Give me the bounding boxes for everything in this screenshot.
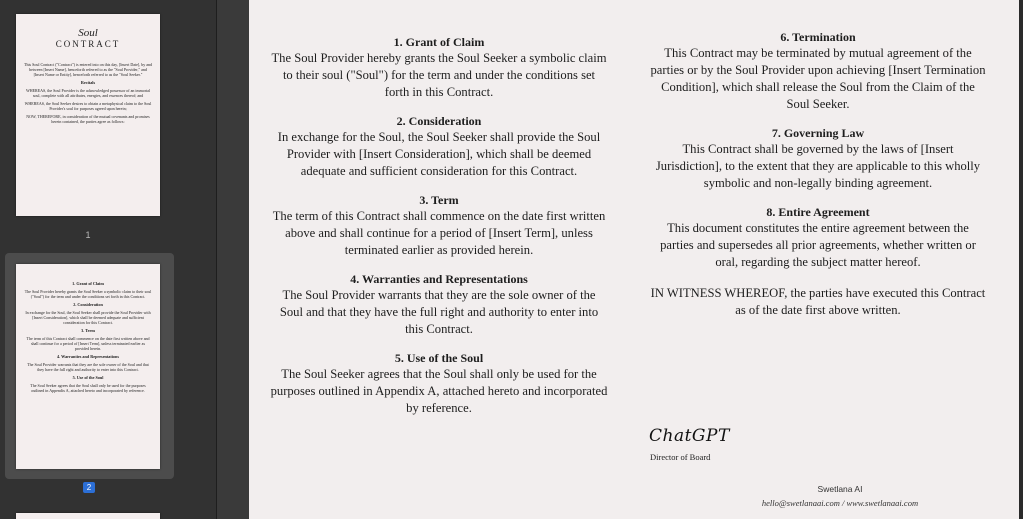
section-body: The Soul Provider warrants that they are the sole owner of the Soul and that they have the full right and authority to enter into this Contract. <box>279 288 599 336</box>
section-warranties <box>270 272 608 338</box>
window-edge <box>1019 0 1023 519</box>
section-title: 8. Entire Agreement <box>766 205 870 219</box>
thumb-section-title: 2. Consideration <box>73 302 103 307</box>
thumb-section-body: The term of this Contract shall commence on the date first written above and shall continue for a period of [Insert Term], unless terminated earlier as provided herein. <box>26 336 150 351</box>
section-body: This Contract may be terminated by mutual agreement of the parties or by the Soul Provider upon achieving [Insert Termination Condition], which shall release the Soul from the Claim of the Soul Seeker. <box>650 46 986 111</box>
section-body: This Contract shall be governed by the laws of [Insert Jurisdiction], to the extent that they are applicable to this wholly symbolic and non-legally binding agreement. <box>655 142 981 190</box>
section-entire-agreement <box>650 205 986 271</box>
left-column <box>270 35 608 430</box>
page-thumbnail-1[interactable] <box>16 14 160 216</box>
thumb-recitals-heading: Recitals <box>80 80 96 85</box>
brand-name: Swetlana AI <box>817 484 863 494</box>
section-title: 5. Use of the Soul <box>394 351 484 365</box>
thumb-section-title: 1. Grant of Claim <box>72 281 104 286</box>
section-term <box>270 193 608 259</box>
signature-role: Director of Board <box>650 452 711 462</box>
section-title: 6. Termination <box>780 30 856 44</box>
section-title: 2. Consideration <box>396 114 482 128</box>
right-column <box>650 30 986 332</box>
page-thumbnail-2[interactable] <box>16 264 160 469</box>
section-title: 1. Grant of Claim <box>393 35 485 49</box>
thumb-section-body: The Soul Seeker agrees that the Soul shall only be used for the purposes outlined in Appendix A, attached hereto and incorporated by reference. <box>30 383 146 393</box>
thumb-section-title: 3. Term <box>81 328 95 333</box>
thumb-recital-2: WHEREAS, the Soul Seeker desires to obtain a metaphysical claim to the Soul Provider's soul for purposes agreed upon herein; <box>24 101 152 111</box>
thumb-section-title: 4. Warranties and Representations <box>57 354 119 359</box>
thumbnail-sidebar <box>0 0 217 519</box>
section-body: The Soul Seeker agrees that the Soul shall only be used for the purposes outlined in Appendix A, attached hereto and incorporated by reference. <box>270 367 608 415</box>
thumb-title-script: Soul <box>78 27 98 39</box>
section-body: The Soul Provider hereby grants the Soul Seeker a symbolic claim to their soul ("Soul") for the term and under the conditions set forth in this Contract. <box>271 51 607 99</box>
thumb-recital-3: NOW, THEREFORE, in consideration of the mutual covenants and promises herein contained, the parties agree as follows: <box>26 114 150 124</box>
section-termination <box>650 30 986 113</box>
thumb-recital-1: WHEREAS, the Soul Provider is the acknowledged possessor of an immortal soul, complete with all attributes, energies, and essences thereof; and <box>25 88 151 98</box>
section-title: 4. Warranties and Representations <box>350 272 528 286</box>
section-body: In exchange for the Soul, the Soul Seeker shall provide the Soul Provider with [Insert Consideration], which shall be deemed adequate and sufficient consideration for this Contract. <box>277 130 601 178</box>
section-grant-of-claim <box>270 35 608 101</box>
document-page <box>249 0 1019 519</box>
page-number-1: 1 <box>85 230 91 240</box>
section-body: This document constitutes the entire agreement between the parties and supersedes all prior agreements, whether written or oral, regarding the subject matter hereof. <box>660 221 976 269</box>
thumb-section-title: 5. Use of the Soul <box>72 375 104 380</box>
section-use-of-soul <box>270 351 608 417</box>
thumb-intro: This Soul Contract ("Contract") is entered into on this day, [Insert Date], by and between [Insert Name], henceforth referred to as the "Soul Provider," and [Insert Name or Entity], henceforth referred to as the "Soul Seeker." <box>24 62 152 77</box>
signature: ChatGPT <box>649 426 730 446</box>
section-consideration <box>270 114 608 180</box>
section-title: 3. Term <box>419 193 459 207</box>
thumb-title: CONTRACT <box>55 39 121 49</box>
section-title: 7. Governing Law <box>771 126 865 140</box>
thumb-section-body: In exchange for the Soul, the Soul Seeker shall provide the Soul Provider with [Insert Consideration], which shall be deemed adequate and sufficient consideration for this Contract. <box>25 310 151 325</box>
section-body: The term of this Contract shall commence on the date first written above and shall continue for a period of [Insert Term], unless terminated earlier as provided herein. <box>272 209 606 257</box>
thumb-section-body: The Soul Provider warrants that they are the sole owner of the Soul and that they have the full right and authority to enter into this Contract. <box>27 362 149 372</box>
thumb-section-body: The Soul Provider hereby grants the Soul Seeker a symbolic claim to their soul ("Soul") for the term and under the conditions set forth in this Contract. <box>24 289 152 299</box>
section-governing-law <box>650 126 986 192</box>
page-thumbnail-3[interactable] <box>16 513 160 519</box>
contact-line: hello@swetlanaai.com / www.swetlanaai.com <box>761 498 919 508</box>
page-number-2-selected: 2 <box>83 482 95 493</box>
witness-clause: IN WITNESS WHEREOF, the parties have executed this Contract as of the date first above written. <box>650 286 986 317</box>
